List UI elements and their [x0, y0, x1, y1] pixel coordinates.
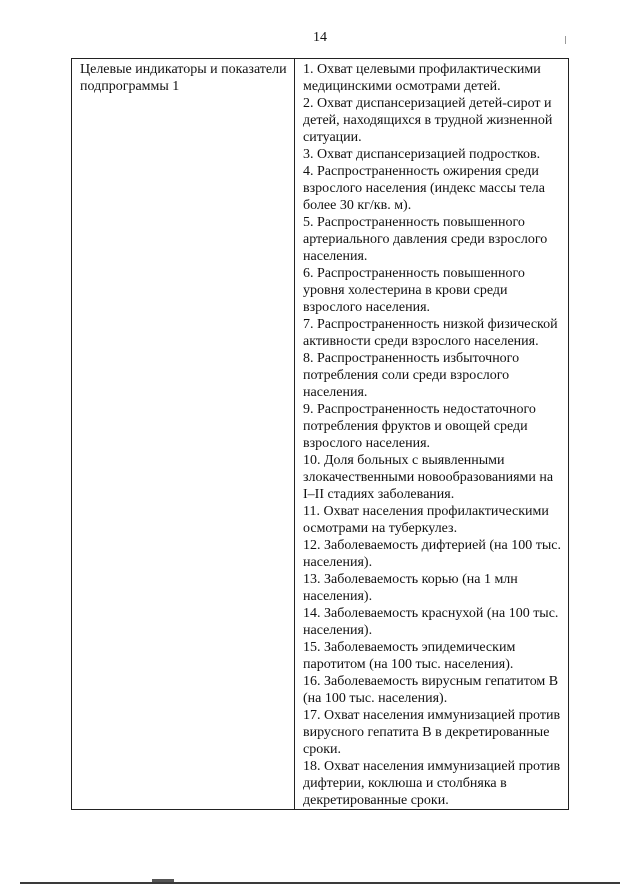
indicator-item-12: 12. Заболеваемость дифтерией (на 100 тыс. населения).: [303, 538, 561, 570]
indicator-item-1: 1. Охват целевыми профилактическими медицинскими осмотрами детей.: [303, 62, 541, 94]
page-number: 14: [313, 30, 327, 45]
indicator-item-16: 16. Заболеваемость вирусным гепатитом В (на 100 тыс. населения).: [303, 674, 559, 706]
indicator-item-17: 17. Охват населения иммунизацией против вирусного гепатита В в декретированные сроки.: [303, 708, 561, 757]
table-row: [72, 59, 569, 810]
indicator-item-5: 5. Распространенность повышенного артериального давления среди взрослого населения.: [303, 215, 548, 264]
indicator-item-13: 13. Заболеваемость корью (на 1 млн населения).: [303, 572, 518, 604]
indicator-item-10: 10. Доля больных с выявленными злокачественными новообразованиями на I–II стадиях заболевания.: [303, 453, 554, 502]
indicator-item-2: 2. Охват диспансеризацией детей-сирот и детей, находящихся в трудной жизненной ситуации.: [303, 96, 553, 145]
indicator-item-18: 18. Охват населения иммунизацией против дифтерии, коклюша и столбняка в декретированные сроки.: [303, 759, 561, 808]
bottom-rule: [20, 882, 620, 884]
indicator-item-4: 4. Распространенность ожирения среди взрослого населения (индекс массы тела более 30 кг/кв. м).: [303, 164, 546, 213]
indicator-item-11: 11. Охват населения профилактическими осмотрами на туберкулез.: [303, 504, 549, 536]
scan-mark: [565, 36, 566, 44]
indicator-item-14: 14. Заболеваемость краснухой (на 100 тыс. населения).: [303, 606, 559, 638]
indicator-item-3: 3. Охват диспансеризацией подростков.: [303, 147, 541, 162]
row-label-cell: Целевые индикаторы и показатели подпрограммы 1: [72, 59, 295, 810]
indicator-item-6: 6. Распространенность повышенного уровня холестерина в крови среди взрослого населения.: [303, 266, 525, 315]
indicator-item-8: 8. Распространенность избыточного потребления соли среди взрослого населения.: [303, 351, 520, 400]
indicator-item-7: 7. Распространенность низкой физической активности среди взрослого населения.: [303, 317, 558, 349]
indicator-item-15: 15. Заболеваемость эпидемическим паротитом (на 100 тыс. населения).: [303, 640, 516, 672]
indicators-list-cell: [295, 59, 569, 810]
indicators-table: [71, 58, 569, 810]
indicator-item-9: 9. Распространенность недостаточного потребления фруктов и овощей среди взрослого населения.: [303, 402, 536, 451]
